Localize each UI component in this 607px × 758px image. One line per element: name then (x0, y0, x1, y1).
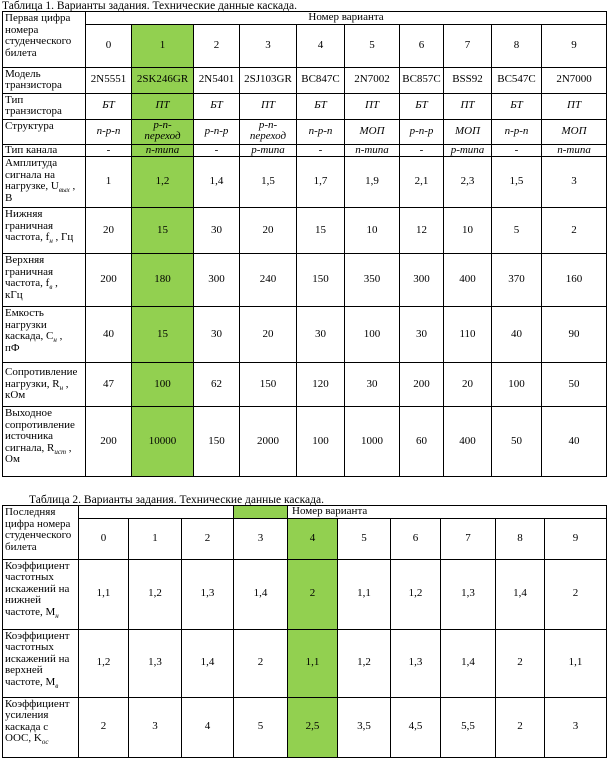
t1-row-label-type: Тип транзистора (3, 93, 86, 119)
table-cell: 40 (542, 407, 607, 477)
table-cell: 3 (545, 697, 607, 757)
table-cell: BSS92 (444, 67, 492, 93)
table-cell: 1,3 (129, 629, 182, 697)
table2-caption: Таблица 2. Варианты задания. Технические данные каскада. (29, 494, 324, 506)
table-cell: - (86, 144, 132, 157)
table-cell: 2000 (240, 407, 297, 477)
table-cell: 2N5401 (194, 67, 240, 93)
table1-caption: Таблица 1. Варианты задания. Технические данные каскада. (2, 0, 297, 12)
table-cell: БТ (492, 93, 542, 119)
table-cell: 300 (194, 254, 240, 307)
table-cell: 5 (492, 208, 542, 254)
t2-row-label-high-distortion: Коэффициент частотных искажений на верхней частоте, $M_в$ (3, 629, 79, 697)
table-row (3, 254, 607, 307)
table-cell: p-типа (240, 144, 297, 157)
table-row (3, 208, 607, 254)
t1-row-label-high-freq: Верхняя граничная частота, $f_в$ , кГц (3, 254, 86, 307)
t2-variant-9: 9 (545, 518, 607, 559)
table-cell: 1,2 (391, 559, 441, 629)
table-row (3, 559, 607, 629)
t1-variant-0: 0 (86, 24, 132, 67)
table-row (3, 93, 607, 119)
table-cell: 1,1 (79, 559, 129, 629)
t1-variant-number-header: Номер варианта (86, 12, 607, 25)
table-cell: ПТ (345, 93, 400, 119)
t1-variant-numbers-row (3, 24, 607, 67)
table-cell: n-типа (132, 144, 194, 157)
table-cell: 1,1 (545, 629, 607, 697)
table-cell: 10 (345, 208, 400, 254)
table-cell: 1,4 (182, 629, 234, 697)
table-cell: БТ (400, 93, 444, 119)
t1-variant-6: 6 (400, 24, 444, 67)
t2-variant-7: 7 (441, 518, 496, 559)
table-cell: 2SK246GR (132, 67, 194, 93)
t1-variant-7: 7 (444, 24, 492, 67)
table-cell: 1,2 (338, 629, 391, 697)
table-row (3, 363, 607, 407)
table-cell: 2SJ103GR (240, 67, 297, 93)
table-row (3, 144, 607, 157)
table-cell: 100 (345, 307, 400, 363)
table-cell: 20 (444, 363, 492, 407)
table-cell: 2 (496, 697, 545, 757)
table-cell: 3 (542, 157, 607, 208)
table-cell: 1,4 (194, 157, 240, 208)
table-cell: 1,5 (492, 157, 542, 208)
table-cell: n-типа (542, 144, 607, 157)
table-cell: 100 (297, 407, 345, 477)
table-row (3, 307, 607, 363)
table-cell: 20 (240, 307, 297, 363)
table-cell: 12 (400, 208, 444, 254)
table-cell: 2 (545, 559, 607, 629)
table-cell: 90 (542, 307, 607, 363)
table-row (3, 67, 607, 93)
t2-variant-6: 6 (391, 518, 441, 559)
table-cell: 2,5 (288, 697, 338, 757)
table-cell: 1,1 (288, 629, 338, 697)
table-cell: 1,4 (441, 629, 496, 697)
t1-first-digit-header: Первая цифра номера студенческого билета (3, 12, 86, 68)
table-cell: 15 (132, 307, 194, 363)
t2-variant-8: 8 (496, 518, 545, 559)
t1-row-label-structure: Структура (3, 119, 86, 144)
t1-row-label-amplitude: Амплитуда сигнала на нагрузке, $U_{вых}$ , В (3, 157, 86, 208)
table-cell: 20 (86, 208, 132, 254)
table-cell: BC857C (400, 67, 444, 93)
table-cell: 50 (492, 407, 542, 477)
table-cell: 110 (444, 307, 492, 363)
table-cell: 300 (400, 254, 444, 307)
t2-variant-numbers-row (3, 518, 607, 559)
table-row (3, 697, 607, 757)
table-cell: - (297, 144, 345, 157)
table-cell: 1,3 (441, 559, 496, 629)
table-cell: 1 (86, 157, 132, 208)
table-cell: 3,5 (338, 697, 391, 757)
table-cell: 1,3 (391, 629, 441, 697)
table-cell: МОП (444, 119, 492, 144)
table-cell: 1,2 (132, 157, 194, 208)
table-cell: n-p-n (297, 119, 345, 144)
table-cell: 160 (542, 254, 607, 307)
t1-variant-5: 5 (345, 24, 400, 67)
table-cell: - (400, 144, 444, 157)
table-cell: 30 (194, 307, 240, 363)
table-cell: 60 (400, 407, 444, 477)
table-cell: ПТ (240, 93, 297, 119)
table-cell: - (194, 144, 240, 157)
table-cell: - (492, 144, 542, 157)
t1-row-label-channel: Тип канала (3, 144, 86, 157)
table-cell: 1,7 (297, 157, 345, 208)
table-cell: 5 (234, 697, 288, 757)
table-cell: 200 (400, 363, 444, 407)
t1-variant-3: 3 (240, 24, 297, 67)
table-cell: 1,2 (79, 629, 129, 697)
table-cell: 350 (345, 254, 400, 307)
t2-variant-5: 5 (338, 518, 391, 559)
table-cell: 5,5 (441, 697, 496, 757)
t1-row-label-low-freq: Нижняя граничная частота, $f_н$ , Гц (3, 208, 86, 254)
table-cell: p-n-p (194, 119, 240, 144)
t1-row-label-model: Модель транзистора (3, 67, 86, 93)
table-cell: 1,5 (240, 157, 297, 208)
table-cell: n-типа (345, 144, 400, 157)
table-cell: 400 (444, 407, 492, 477)
t2-last-digit-header: Последняя цифра номера студенческого билета (3, 506, 79, 560)
table-cell: p-типа (444, 144, 492, 157)
table-cell: 100 (132, 363, 194, 407)
table-cell: 180 (132, 254, 194, 307)
table-cell: 2 (79, 697, 129, 757)
table-cell: 10000 (132, 407, 194, 477)
table-cell: 120 (297, 363, 345, 407)
table-cell: 2,3 (444, 157, 492, 208)
table-cell: МОП (542, 119, 607, 144)
table-cell: 30 (400, 307, 444, 363)
table-cell: 30 (194, 208, 240, 254)
table-cell: МОП (345, 119, 400, 144)
table-cell: 47 (86, 363, 132, 407)
table-cell: 2 (288, 559, 338, 629)
variants-table-1 (2, 11, 607, 477)
table-cell: 15 (132, 208, 194, 254)
table-cell: 150 (194, 407, 240, 477)
table-cell: 150 (297, 254, 345, 307)
table-cell: p-n- переход (240, 119, 297, 144)
t1-variant-9: 9 (542, 24, 607, 67)
table-cell: ПТ (542, 93, 607, 119)
table-cell: 4 (182, 697, 234, 757)
table-cell: 2 (542, 208, 607, 254)
table-cell: 1,4 (496, 559, 545, 629)
t2-row-label-gain: Коэффициент усиления каскада с ООС, $K_{ос}$ (3, 697, 79, 757)
table-cell: ПТ (132, 93, 194, 119)
table-cell: 20 (240, 208, 297, 254)
t2-header-highlight (234, 506, 288, 519)
table-cell: 1,1 (338, 559, 391, 629)
variants-table-2 (2, 505, 607, 758)
t1-row-label-source-resistance: Выходное сопротивление источника сигнала, $R_{ист}$ , Ом (3, 407, 86, 477)
table-cell: BC547C (492, 67, 542, 93)
table-cell: 2 (496, 629, 545, 697)
table-cell: 200 (86, 254, 132, 307)
table-cell: 1,2 (129, 559, 182, 629)
t1-variant-1-highlighted: 1 (132, 24, 194, 67)
t2-variant-3: 3 (234, 518, 288, 559)
table-cell: 10 (444, 208, 492, 254)
table-cell: 40 (492, 307, 542, 363)
table-row (3, 119, 607, 144)
table-cell: 62 (194, 363, 240, 407)
table-cell: 370 (492, 254, 542, 307)
table-cell: n-p-n (492, 119, 542, 144)
table-cell: 240 (240, 254, 297, 307)
t1-row-label-load-resistance: Сопротивление нагрузки, $R_н$ , кОм (3, 363, 86, 407)
table-cell: 1,3 (182, 559, 234, 629)
t1-variant-4: 4 (297, 24, 345, 67)
table-row (3, 157, 607, 208)
table-cell: БТ (194, 93, 240, 119)
t2-header-spacer (79, 506, 234, 519)
table-cell: p-n- переход (132, 119, 194, 144)
table-cell: 2 (234, 629, 288, 697)
t2-variant-number-header: Номер варианта (288, 506, 607, 519)
table-cell: 30 (345, 363, 400, 407)
table-cell: 50 (542, 363, 607, 407)
table-cell: 150 (240, 363, 297, 407)
table-cell: 40 (86, 307, 132, 363)
table-cell: БТ (86, 93, 132, 119)
table-cell: BC847C (297, 67, 345, 93)
table-cell: 2N7000 (542, 67, 607, 93)
table-cell: n-p-n (86, 119, 132, 144)
table-cell: ПТ (444, 93, 492, 119)
t2-variant-2: 2 (182, 518, 234, 559)
t1-variant-8: 8 (492, 24, 542, 67)
table-cell: p-n-p (400, 119, 444, 144)
table-cell: 200 (86, 407, 132, 477)
table-cell: 2N5551 (86, 67, 132, 93)
t1-row-label-capacitance: Емкость нагрузки каскада, $C_н$ , пФ (3, 307, 86, 363)
table-cell: БТ (297, 93, 345, 119)
table-cell: 4,5 (391, 697, 441, 757)
table-cell: 30 (297, 307, 345, 363)
t2-variant-1: 1 (129, 518, 182, 559)
table-cell: 2,1 (400, 157, 444, 208)
table-cell: 400 (444, 254, 492, 307)
t1-variant-2: 2 (194, 24, 240, 67)
table-cell: 15 (297, 208, 345, 254)
table-cell: 1,4 (234, 559, 288, 629)
table-cell: 100 (492, 363, 542, 407)
t2-variant-0: 0 (79, 518, 129, 559)
table-cell: 1000 (345, 407, 400, 477)
table-cell: 3 (129, 697, 182, 757)
t2-row-label-low-distortion: Коэффициент частотных искажений на нижней частоте, $M_н$ (3, 559, 79, 629)
table-cell: 1,9 (345, 157, 400, 208)
table-row (3, 629, 607, 697)
table-cell: 2N7002 (345, 67, 400, 93)
t2-variant-4-highlighted: 4 (288, 518, 338, 559)
table-row (3, 407, 607, 477)
